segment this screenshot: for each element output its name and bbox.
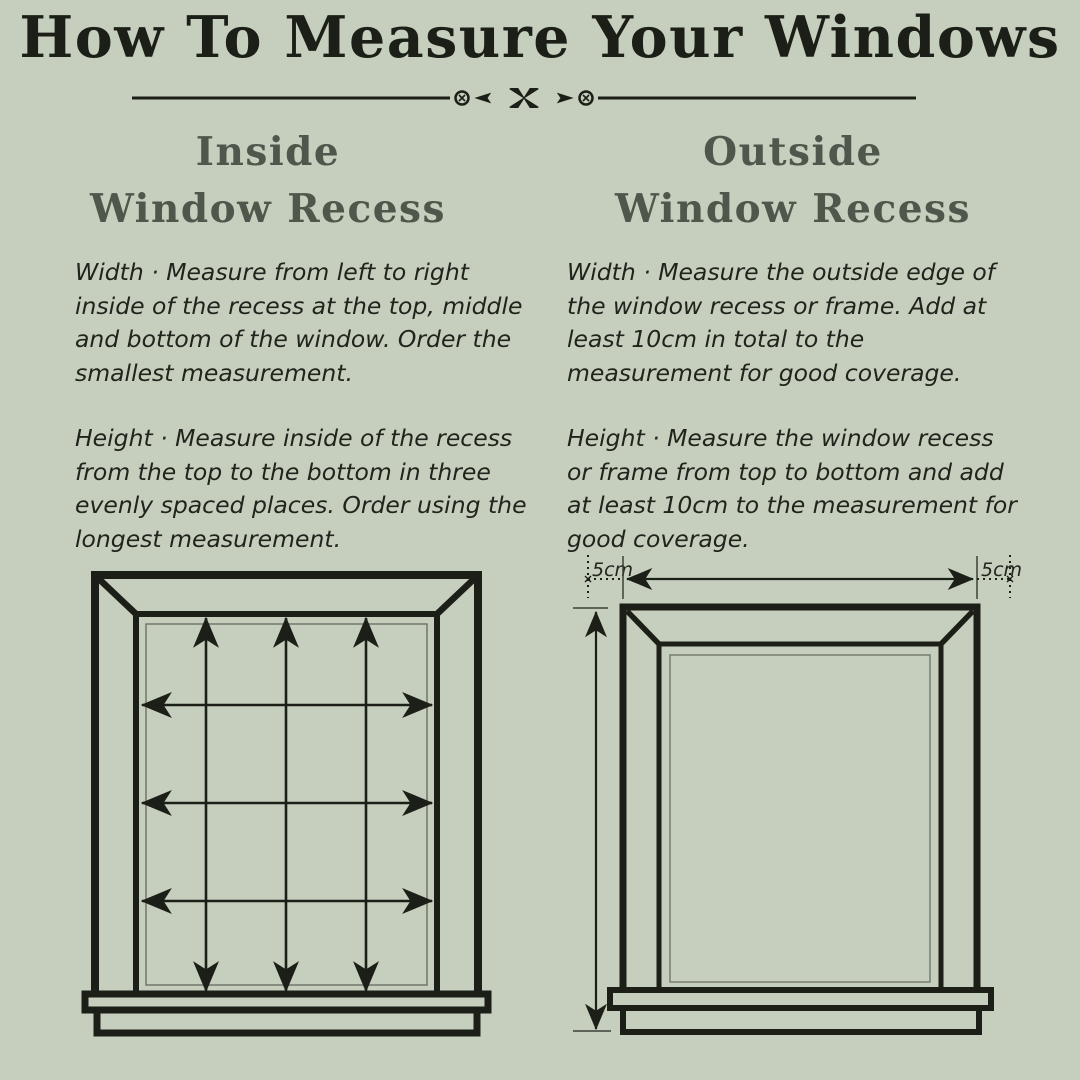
outside-recess-heading-line2: Window Recess bbox=[615, 186, 971, 232]
page-title: How To Measure Your Windows bbox=[19, 4, 1061, 71]
inside-recess-instructions bbox=[75, 256, 533, 588]
outside-recess-window-diagram bbox=[560, 550, 1030, 1045]
outside-recess-heading bbox=[563, 124, 1023, 238]
inside-recess-heading bbox=[38, 124, 498, 238]
left-margin-label: 5cm bbox=[592, 559, 634, 581]
outside-width-annotation bbox=[585, 555, 1022, 599]
outside-recess-heading-line1: Outside bbox=[703, 129, 883, 175]
outside-recess-instructions bbox=[567, 256, 1025, 588]
inside-height-instruction: Height · Measure inside of the recess from the top to the bottom in three evenly spaced places. Order using the longest measurement. bbox=[75, 424, 527, 553]
outside-inner-frame bbox=[659, 644, 941, 992]
inside-height-arrows bbox=[206, 618, 366, 991]
outside-height-annotation bbox=[573, 608, 611, 1031]
inside-width-instruction: Width · Measure from left to right inside of the recess at the top, middle and bottom of the window. Order the smallest measurement. bbox=[75, 258, 523, 387]
divider-ornament bbox=[132, 88, 916, 108]
inside-window-sill bbox=[85, 994, 488, 1033]
outside-outer-frame bbox=[623, 607, 977, 992]
outside-width-instruction: Width · Measure the outside edge of the window recess or frame. Add at least 10cm in total to the measurement for good coverage. bbox=[567, 258, 996, 387]
right-margin-label: 5cm bbox=[981, 559, 1023, 581]
inside-recess-heading-line2: Window Recess bbox=[90, 186, 446, 232]
inside-recess-window-diagram bbox=[78, 568, 498, 1044]
inside-recess-heading-line1: Inside bbox=[195, 129, 341, 175]
outside-height-instruction: Height · Measure the window recess or frame from top to bottom and add at least 10cm to the measurement for good coverage. bbox=[567, 424, 1017, 553]
outside-window-sill bbox=[610, 990, 991, 1032]
